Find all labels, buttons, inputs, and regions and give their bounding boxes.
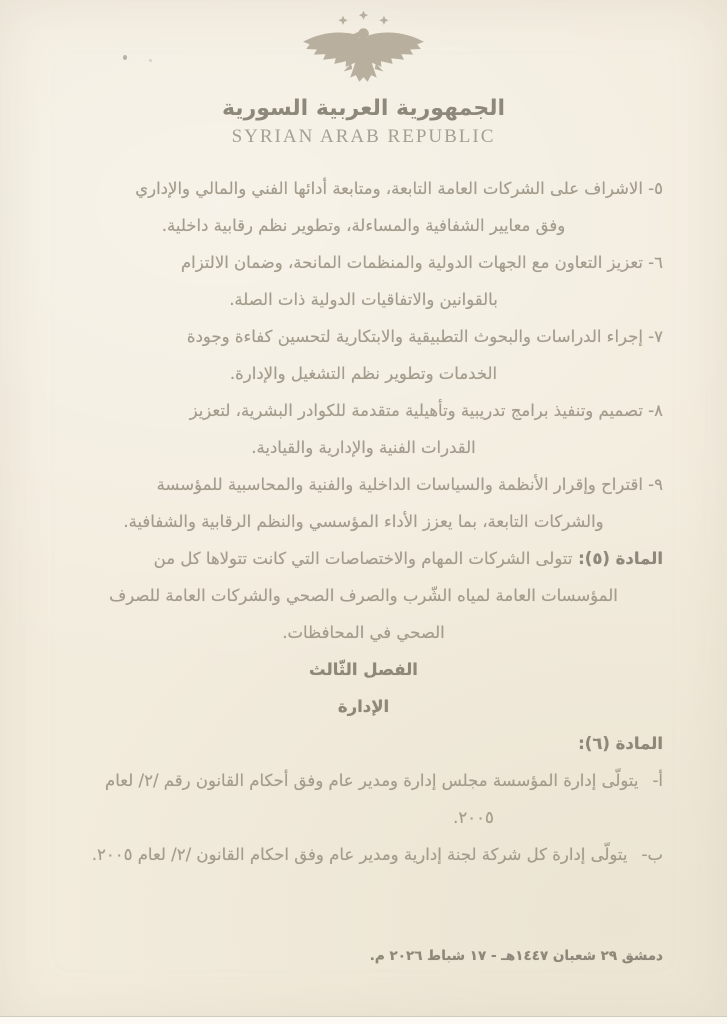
line-text: بالقوانين والاتفاقيات الدولية ذات الصلة. <box>229 290 498 309</box>
text-line <box>64 318 663 355</box>
line-text: القدرات الفنية والإدارية والقيادية. <box>251 438 476 457</box>
header-emblem <box>0 10 727 92</box>
line-text: الإدارة <box>337 697 390 716</box>
text-line <box>64 355 663 392</box>
line-text: ٨- تصميم وتنفيذ برامج تدريبية وتأهيلية متقدمة للكوادر البشرية، لتعزيز <box>189 401 663 420</box>
three-stars-icon <box>338 11 388 25</box>
item-marker: ب- <box>641 845 663 864</box>
line-text: ٥- الاشراف على الشركات العامة التابعة، ومتابعة أدائها الفني والمالي والإداري <box>135 179 663 198</box>
text-line <box>64 170 663 207</box>
heading-line <box>64 725 663 762</box>
scan-edge <box>0 1016 727 1024</box>
text-line <box>64 429 663 466</box>
text-line <box>64 577 663 614</box>
heading-line <box>64 651 663 688</box>
line-text: الصحي في المحافظات. <box>282 623 445 642</box>
text-line <box>64 762 663 799</box>
document-header <box>0 10 727 150</box>
title-english: SYRIAN ARAB REPUBLIC <box>231 126 496 147</box>
ink-speck <box>123 55 127 60</box>
text-line <box>64 281 663 318</box>
text-line <box>64 540 663 577</box>
line-text: ٢٠٠٥. <box>453 808 494 827</box>
ink-speck <box>149 59 152 62</box>
article-label: المادة (٥): <box>572 549 663 568</box>
text-line <box>174 799 727 836</box>
line-text: الخدمات وتطوير نظم التشغيل والإدارة. <box>229 364 498 383</box>
text-line <box>64 466 663 503</box>
text-line <box>64 836 663 873</box>
line-text: تتولى الشركات المهام والاختصاصات التي كانت تتولاها كل من <box>153 549 573 568</box>
line-text: المادة (٦): <box>578 734 663 753</box>
line-text: ٧- إجراء الدراسات والبحوث التطبيقية والابتكارية لتحسين كفاءة وجودة <box>186 327 663 346</box>
line-text: وفق معايير الشفافية والمساءلة، وتطوير نظم رقابية داخلية. <box>161 216 566 235</box>
line-text: يتولّى إدارة كل شركة لجنة إدارية ومدير عام وفق احكام القانون /٢/ لعام ٢٠٠٥. <box>91 845 628 864</box>
line-text: ٦- تعزيز التعاون مع الجهات الدولية والمنظمات المانحة، وضمان الالتزام <box>180 253 663 272</box>
date-line: دمشق ٢٩ شعبان ١٤٤٧هـ - ١٧ شباط ٢٠٢٦ م. <box>369 948 663 964</box>
title-arabic: الجمهورية العربية السورية <box>221 96 506 121</box>
line-text: ٩- اقتراح وإقرار الأنظمة والسياسات الداخلية والفنية والمحاسبية للمؤسسة <box>156 475 663 494</box>
eagle-icon <box>303 28 424 81</box>
item-marker: أ- <box>652 771 663 790</box>
line-text: المؤسسات العامة لمياه الشّرب والصرف الصحي والشركات العامة للصرف <box>109 586 618 605</box>
line-text: الفصل الثّالث <box>309 660 418 679</box>
syrian-eagle-emblem-graphic <box>300 10 428 90</box>
document-body <box>64 170 663 873</box>
text-line <box>64 392 663 429</box>
heading-line <box>64 688 663 725</box>
text-line <box>64 614 663 651</box>
line-text: والشركات التابعة، بما يعزز الأداء المؤسسي والنظم الرقابية والشفافية. <box>123 512 604 531</box>
line-text: يتولّى إدارة المؤسسة مجلس إدارة ومدير عام وفق أحكام القانون رقم /٢/ لعام <box>105 771 639 790</box>
text-line <box>64 207 663 244</box>
text-line <box>64 244 663 281</box>
text-line <box>64 503 663 540</box>
